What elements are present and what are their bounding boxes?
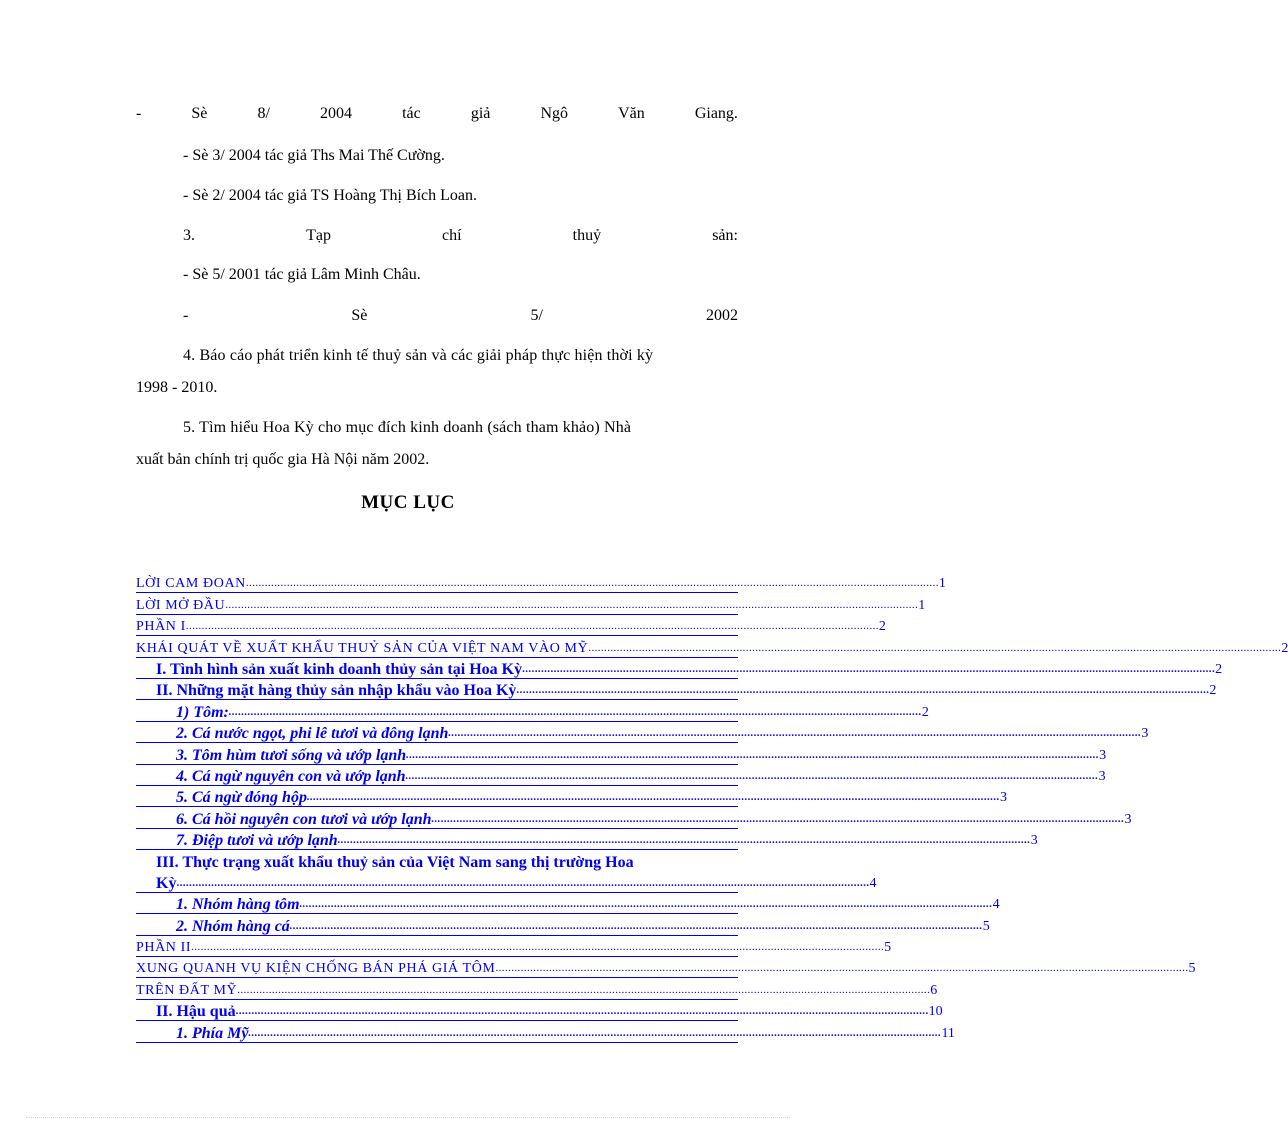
toc-entry[interactable] [136,700,929,721]
toc-title: MỤC LỤC [361,492,455,513]
toc-entry-page: 1 [918,597,926,613]
toc-entry-page: 3 [1141,726,1149,742]
ref1-word: tác [402,105,421,122]
toc-leader-dots: ............................................................................................................................................................................................................................ [237,983,931,996]
toc-leader-dots: ............................................................................................................................................................................................................................ [289,919,983,932]
toc-entry-title: LỜI MỞ ĐẦU [136,597,226,613]
toc-entry[interactable] [136,850,738,871]
toc-entry-title: XUNG QUANH VỤ KIỆN CHỐNG BÁN PHÁ GIÁ TÔM [136,961,496,977]
toc-entry-page: 5 [1188,961,1196,977]
toc-leader-dots: ............................................................................................................................................................................................................................ [337,834,1031,847]
toc-entry[interactable] [136,807,1132,828]
toc-leader-dots: ............................................................................................................................................................................................................................ [176,876,870,889]
ref6-word: 5/ [530,307,543,324]
toc-entry-page: 1 [938,576,946,592]
toc-leader-dots: ............................................................................................................................................................................................................................ [235,1005,929,1018]
toc-entry-page: 2 [1209,683,1217,699]
toc-entry-title: PHẦN I [136,619,186,635]
toc-leader-dots: ............................................................................................................................................................................................................................ [185,620,879,633]
reference-line-6 [136,306,738,326]
toc-entry[interactable] [136,658,1223,679]
page-bottom-rule [26,1117,790,1118]
ref4-word: sản: [712,227,738,244]
reference-line-1 [136,104,738,124]
toc-leader-dots: ............................................................................................................................................................................................................................ [248,1026,942,1039]
toc-entry-title: 1) Tôm: [176,703,229,721]
toc-entry-page: 2 [878,619,886,635]
toc-leader-dots: ............................................................................................................................................................................................................................ [245,577,939,590]
ref6-word: 2002 [705,307,738,324]
toc-entry[interactable] [136,936,892,957]
ref1-word: 2004 [320,105,353,122]
toc-entry-page: 3 [1124,811,1132,827]
ref6-word: - [183,307,189,324]
toc-entry-page: 5 [982,918,990,934]
toc-entry-title: 5. Cá ngừ đóng hộp [176,789,307,807]
toc-entry-page: 6 [930,982,938,998]
toc-entry-title: 1. Nhóm hàng tôm [176,896,300,914]
toc-entry-title: 6. Cá hồi nguyên con tươi và ướp lạnh [176,810,432,828]
toc-leader-dots: ............................................................................................................................................................................................................................ [191,941,885,954]
toc-entry[interactable] [136,679,1217,700]
toc-entry-page: 3 [999,790,1007,806]
toc-leader-dots: ............................................................................................................................................................................................................................ [225,598,919,611]
toc-leader-dots: ............................................................................................................................................................................................................................ [431,812,1125,825]
toc-entry[interactable] [136,914,990,935]
ref6-word: Sè [351,307,368,324]
ref4-word: 3. [183,227,195,244]
ref4-word: chí [442,227,462,244]
toc-entry[interactable] [136,871,877,892]
reference-line-2: - Sè 3/ 2004 tác giả Ths Mai Thế Cường. [183,147,445,164]
toc-entry-page: 3 [1098,768,1106,784]
toc-entry-page: 2 [1281,640,1288,656]
toc-entry-title: 2. Nhóm hàng cá [176,917,290,935]
toc-entry-title: Kỳ [156,874,177,892]
toc-entry[interactable] [136,893,1000,914]
toc-entry[interactable] [136,1000,943,1021]
ref1-word: - [136,105,142,122]
toc-leader-dots: ............................................................................................................................................................................................................................ [299,898,993,911]
toc-entry-title: II. Những mặt hàng thủy sản nhập khẩu vào Hoa Kỳ [156,682,517,700]
ref1-word: 8/ [257,105,270,122]
toc-entry[interactable] [136,957,1196,978]
reference-line-8b: xuất bản chính trị quốc gia Hà Nội năm 2002. [136,451,430,468]
toc-entry[interactable] [136,615,886,636]
toc-entry[interactable] [136,593,926,614]
table-of-contents [136,572,1288,1043]
toc-entry-page: 5 [884,940,892,956]
reference-line-3: - Sè 2/ 2004 tác giả TS Hoàng Thị Bích Loan. [183,187,478,204]
toc-leader-dots: ............................................................................................................................................................................................................................ [516,684,1210,697]
reference-line-7a: 4. Báo cáo phát triển kinh tế thuỷ sản và các giải pháp thực hiện thời kỳ [183,347,654,364]
toc-entry[interactable] [136,636,1288,657]
toc-entry-title: 3. Tôm hùm tươi sống và ướp lạnh [176,746,407,764]
toc-entry-page: 4 [869,875,877,891]
ref1-word: Ngô [540,105,569,122]
toc-entry-page: 2 [921,704,929,720]
toc-leader-dots: ............................................................................................................................................................................................................................ [306,791,1000,804]
toc-entry[interactable] [136,722,1149,743]
toc-entry-title: 1. Phía Mỹ [176,1024,249,1042]
toc-entry[interactable] [136,786,1007,807]
toc-entry-title: 4. Cá ngừ nguyên con và ướp lạnh [176,767,406,785]
toc-entry-page: 10 [928,1004,943,1020]
toc-leader-dots: ............................................................................................................................................................................................................................ [495,962,1189,975]
toc-entry-page: 4 [992,897,1000,913]
toc-entry-title: PHẦN II [136,940,192,956]
toc-entry[interactable] [136,1021,955,1042]
toc-entry[interactable] [136,829,1038,850]
toc-entry[interactable] [136,765,1106,786]
toc-leader-dots: ............................................................................................................................................................................................................................ [406,748,1100,761]
ref1-word: Giang. [694,105,738,122]
ref4-word: thuỷ [572,227,602,244]
ref1-word: Văn [618,105,645,122]
reference-line-7b: 1998 - 2010. [136,379,218,396]
toc-entry-title: III. Thực trạng xuất khẩu thuỷ sản của Việt Nam sang thị trường Hoa [156,854,634,872]
toc-entry-title: 2. Cá nước ngọt, phi lê tươi và đông lạnh [176,725,449,743]
reference-line-4 [136,226,738,246]
ref1-word: giả [470,105,491,122]
toc-entry[interactable] [136,572,946,593]
toc-leader-dots: ............................................................................................................................................................................................................................ [522,662,1216,675]
reference-line-5: - Sè 5/ 2001 tác giả Lâm Minh Châu. [183,266,421,283]
ref1-word: Sè [191,105,208,122]
toc-entry[interactable] [136,978,938,999]
toc-entry-title: II. Hậu quả [156,1003,236,1021]
toc-leader-dots: ............................................................................................................................................................................................................................ [228,705,922,718]
reference-line-8a: 5. Tìm hiểu Hoa Kỳ cho mục đích kinh doanh (sách tham khảo) Nhà [183,419,632,436]
toc-entry-page: 3 [1099,747,1107,763]
toc-entry-title: TRÊN ĐẤT MỸ [136,982,238,998]
ref4-word: Tạp [306,227,331,244]
toc-leader-dots: ............................................................................................................................................................................................................................ [405,769,1099,782]
toc-entry-page: 11 [941,1025,955,1041]
toc-entry-title: I. Tình hình sản xuất kinh doanh thủy sản tại Hoa Kỳ [156,660,523,678]
toc-entry-page: 2 [1215,661,1223,677]
toc-entry-title: LỜI CAM ĐOAN [136,576,246,592]
toc-entry-title: KHÁI QUÁT VỀ XUẤT KHẨU THUỶ SẢN CỦA VIỆT NAM VÀO MỸ [136,640,589,656]
toc-leader-dots: ............................................................................................................................................................................................................................ [448,727,1142,740]
toc-entry[interactable] [136,743,1107,764]
toc-leader-dots: ............................................................................................................................................................................................................................ [588,641,1282,654]
toc-entry-page: 3 [1030,833,1038,849]
toc-entry-title: 7. Điệp tươi và ướp lạnh [176,832,338,850]
